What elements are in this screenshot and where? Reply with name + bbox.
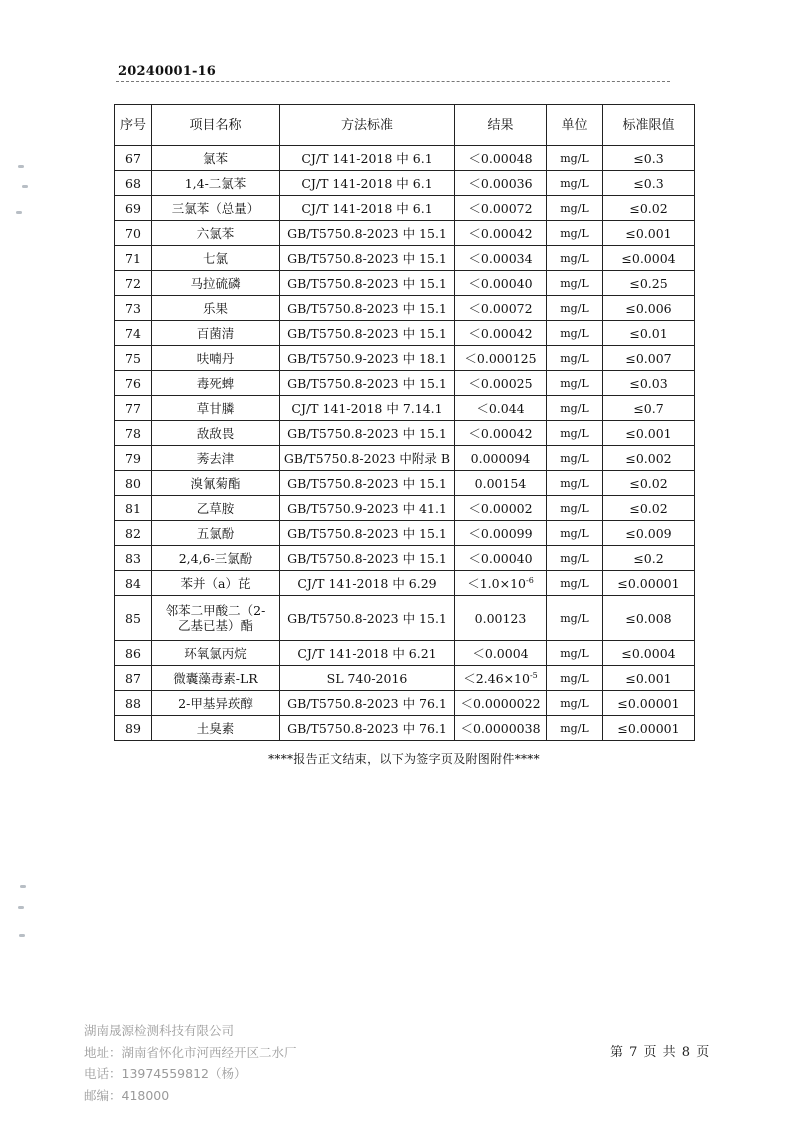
cell-unit: mg/L bbox=[547, 716, 603, 741]
cell-seq: 81 bbox=[115, 496, 152, 521]
cell-method: GB/T5750.9-2023 中 18.1 bbox=[280, 346, 455, 371]
header-result: 结果 bbox=[455, 105, 547, 146]
footer-company: 湖南晟源检测科技有限公司 bbox=[84, 1023, 235, 1038]
cell-method: GB/T5750.8-2023 中 76.1 bbox=[280, 716, 455, 741]
cell-limit: ≤0.02 bbox=[603, 196, 695, 221]
cell-method: CJ/T 141-2018 中 7.14.1 bbox=[280, 396, 455, 421]
result-mantissa: ＜1.0×10 bbox=[467, 575, 526, 591]
cell-result: ＜0.00036 bbox=[455, 171, 547, 196]
cell-unit: mg/L bbox=[547, 691, 603, 716]
cell-method: GB/T5750.8-2023 中 15.1 bbox=[280, 221, 455, 246]
cell-seq: 76 bbox=[115, 371, 152, 396]
table-row bbox=[115, 471, 695, 496]
cell-limit: ≤0.03 bbox=[603, 371, 695, 396]
cell-method: CJ/T 141-2018 中 6.1 bbox=[280, 146, 455, 171]
cell-result: ＜0.044 bbox=[455, 396, 547, 421]
cell-method: GB/T5750.8-2023 中 15.1 bbox=[280, 471, 455, 496]
cell-method: GB/T5750.8-2023 中 15.1 bbox=[280, 246, 455, 271]
scan-artifact bbox=[16, 211, 22, 214]
report-id: 20240001-16 bbox=[118, 64, 217, 79]
cell-method: CJ/T 141-2018 中 6.1 bbox=[280, 171, 455, 196]
cell-method: SL 740-2016 bbox=[280, 666, 455, 691]
table-row bbox=[115, 196, 695, 221]
cell-seq: 70 bbox=[115, 221, 152, 246]
scan-artifact bbox=[18, 165, 24, 168]
cell-limit: ≤0.00001 bbox=[603, 691, 695, 716]
cell-limit: ≤0.006 bbox=[603, 296, 695, 321]
header-seq: 序号 bbox=[115, 105, 152, 146]
cell-name: 呋喃丹 bbox=[152, 346, 280, 371]
table-row bbox=[115, 666, 695, 691]
cell-unit: mg/L bbox=[547, 421, 603, 446]
cell-limit: ≤0.00001 bbox=[603, 716, 695, 741]
cell-unit: mg/L bbox=[547, 666, 603, 691]
table-row bbox=[115, 371, 695, 396]
cell-seq: 67 bbox=[115, 146, 152, 171]
cell-limit: ≤0.3 bbox=[603, 146, 695, 171]
cell-seq: 71 bbox=[115, 246, 152, 271]
results-table bbox=[114, 104, 695, 741]
cell-seq: 69 bbox=[115, 196, 152, 221]
cell-limit: ≤0.007 bbox=[603, 346, 695, 371]
table-row bbox=[115, 171, 695, 196]
cell-seq: 72 bbox=[115, 271, 152, 296]
table-header-row bbox=[115, 105, 695, 146]
cell-name: 2,4,6-三氯酚 bbox=[152, 546, 280, 571]
cell-name: 2-甲基异莰醇 bbox=[152, 691, 280, 716]
cell-unit: mg/L bbox=[547, 471, 603, 496]
table-row bbox=[115, 596, 695, 641]
cell-limit: ≤0.3 bbox=[603, 171, 695, 196]
table-row bbox=[115, 346, 695, 371]
footer-postcode: 邮编：418000 bbox=[84, 1087, 170, 1103]
cell-result: ＜0.00099 bbox=[455, 521, 547, 546]
cell-seq: 78 bbox=[115, 421, 152, 446]
footer bbox=[84, 1020, 297, 1106]
cell-method: GB/T5750.8-2023 中 15.1 bbox=[280, 546, 455, 571]
cell-method: CJ/T 141-2018 中 6.29 bbox=[280, 571, 455, 596]
cell-seq: 73 bbox=[115, 296, 152, 321]
cell-seq: 82 bbox=[115, 521, 152, 546]
result-exponent: -6 bbox=[525, 575, 534, 585]
cell-seq: 75 bbox=[115, 346, 152, 371]
cell-result: 0.00154 bbox=[455, 471, 547, 496]
cell-unit: mg/L bbox=[547, 396, 603, 421]
table-row bbox=[115, 446, 695, 471]
cell-limit: ≤0.0004 bbox=[603, 246, 695, 271]
cell-unit: mg/L bbox=[547, 271, 603, 296]
table-row bbox=[115, 546, 695, 571]
cell-seq: 85 bbox=[115, 596, 152, 641]
footer-address: 地址：湖南省怀化市河西经开区二水厂 bbox=[84, 1044, 297, 1060]
cell-name: 敌敌畏 bbox=[152, 421, 280, 446]
cell-method: CJ/T 141-2018 中 6.21 bbox=[280, 641, 455, 666]
header-divider bbox=[116, 81, 670, 82]
cell-limit: ≤0.009 bbox=[603, 521, 695, 546]
result-mantissa: ＜2.46×10 bbox=[463, 670, 530, 686]
table-row bbox=[115, 496, 695, 521]
cell-seq: 68 bbox=[115, 171, 152, 196]
cell-limit: ≤0.001 bbox=[603, 666, 695, 691]
cell-method: GB/T5750.8-2023 中附录 B bbox=[280, 446, 455, 471]
cell-limit: ≤0.002 bbox=[603, 446, 695, 471]
cell-seq: 84 bbox=[115, 571, 152, 596]
cell-limit: ≤0.01 bbox=[603, 321, 695, 346]
cell-name: 苯并（a）芘 bbox=[152, 571, 280, 596]
cell-seq: 83 bbox=[115, 546, 152, 571]
table-row bbox=[115, 691, 695, 716]
cell-result: ＜0.0004 bbox=[455, 641, 547, 666]
result-exponent: -5 bbox=[529, 670, 538, 680]
cell-name bbox=[152, 596, 280, 641]
cell-method: CJ/T 141-2018 中 6.1 bbox=[280, 196, 455, 221]
header-limit: 标准限值 bbox=[603, 105, 695, 146]
cell-unit: mg/L bbox=[547, 641, 603, 666]
cell-unit: mg/L bbox=[547, 371, 603, 396]
cell-limit: ≤0.25 bbox=[603, 271, 695, 296]
cell-result: ＜0.00042 bbox=[455, 221, 547, 246]
header-unit: 单位 bbox=[547, 105, 603, 146]
cell-seq: 80 bbox=[115, 471, 152, 496]
cell-limit: ≤0.008 bbox=[603, 596, 695, 641]
cell-unit: mg/L bbox=[547, 296, 603, 321]
cell-unit: mg/L bbox=[547, 346, 603, 371]
table-row bbox=[115, 271, 695, 296]
cell-unit: mg/L bbox=[547, 146, 603, 171]
page-number: 第 7 页 共 8 页 bbox=[610, 1045, 711, 1060]
cell-limit: ≤0.001 bbox=[603, 221, 695, 246]
cell-name: 微囊藻毒素-LR bbox=[152, 666, 280, 691]
table-row bbox=[115, 421, 695, 446]
cell-name: 莠去津 bbox=[152, 446, 280, 471]
scan-artifact bbox=[19, 934, 25, 937]
table-row bbox=[115, 321, 695, 346]
cell-result: ＜0.000125 bbox=[455, 346, 547, 371]
cell-name: 七氯 bbox=[152, 246, 280, 271]
cell-limit: ≤0.7 bbox=[603, 396, 695, 421]
table-row bbox=[115, 246, 695, 271]
cell-method: GB/T5750.8-2023 中 15.1 bbox=[280, 521, 455, 546]
table-row bbox=[115, 296, 695, 321]
cell-name: 毒死蜱 bbox=[152, 371, 280, 396]
cell-unit: mg/L bbox=[547, 496, 603, 521]
table-row bbox=[115, 221, 695, 246]
cell-method: GB/T5750.8-2023 中 15.1 bbox=[280, 321, 455, 346]
cell-name: 氯苯 bbox=[152, 146, 280, 171]
cell-name: 环氧氯丙烷 bbox=[152, 641, 280, 666]
cell-name: 六氯苯 bbox=[152, 221, 280, 246]
scan-artifact bbox=[18, 906, 24, 909]
end-note: ****报告正文结束，以下为签字页及附图附件**** bbox=[268, 752, 540, 766]
cell-name: 溴氰菊酯 bbox=[152, 471, 280, 496]
cell-unit: mg/L bbox=[547, 521, 603, 546]
cell-result: ＜0.00025 bbox=[455, 371, 547, 396]
scan-artifact bbox=[20, 885, 26, 888]
cell-limit: ≤0.2 bbox=[603, 546, 695, 571]
cell-method: GB/T5750.8-2023 中 15.1 bbox=[280, 596, 455, 641]
cell-name: 马拉硫磷 bbox=[152, 271, 280, 296]
scan-artifact bbox=[22, 185, 28, 188]
cell-seq: 87 bbox=[115, 666, 152, 691]
cell-method: GB/T5750.8-2023 中 15.1 bbox=[280, 296, 455, 321]
cell-limit: ≤0.001 bbox=[603, 421, 695, 446]
cell-name: 百菌清 bbox=[152, 321, 280, 346]
cell-seq: 74 bbox=[115, 321, 152, 346]
header-method: 方法标准 bbox=[280, 105, 455, 146]
cell-unit: mg/L bbox=[547, 446, 603, 471]
cell-method: GB/T5750.8-2023 中 76.1 bbox=[280, 691, 455, 716]
cell-result: ＜0.00048 bbox=[455, 146, 547, 171]
cell-unit: mg/L bbox=[547, 321, 603, 346]
cell-result: ＜0.00042 bbox=[455, 321, 547, 346]
footer-phone: 电话：13974559812（杨） bbox=[84, 1066, 247, 1081]
cell-limit: ≤0.02 bbox=[603, 496, 695, 521]
cell-seq: 79 bbox=[115, 446, 152, 471]
cell-name-line: 邻苯二甲酸二（2- bbox=[165, 603, 266, 618]
cell-method: GB/T5750.8-2023 中 15.1 bbox=[280, 271, 455, 296]
table-row bbox=[115, 716, 695, 741]
cell-result: ＜0.0000022 bbox=[455, 691, 547, 716]
cell-result: ＜0.00042 bbox=[455, 421, 547, 446]
cell-seq: 88 bbox=[115, 691, 152, 716]
cell-result: ＜0.00040 bbox=[455, 546, 547, 571]
cell-limit: ≤0.0004 bbox=[603, 641, 695, 666]
cell-name-line: 乙基已基）酯 bbox=[177, 618, 253, 633]
cell-result: ＜0.00040 bbox=[455, 271, 547, 296]
cell-name: 五氯酚 bbox=[152, 521, 280, 546]
cell-name: 草甘膦 bbox=[152, 396, 280, 421]
cell-unit: mg/L bbox=[547, 596, 603, 641]
cell-result: ＜0.00072 bbox=[455, 296, 547, 321]
cell-result: ＜0.00002 bbox=[455, 496, 547, 521]
cell-limit: ≤0.00001 bbox=[603, 571, 695, 596]
table-row bbox=[115, 571, 695, 596]
cell-method: GB/T5750.8-2023 中 15.1 bbox=[280, 421, 455, 446]
cell-name: 乐果 bbox=[152, 296, 280, 321]
cell-method: GB/T5750.8-2023 中 15.1 bbox=[280, 371, 455, 396]
cell-result: ＜0.00072 bbox=[455, 196, 547, 221]
header-name: 项目名称 bbox=[152, 105, 280, 146]
cell-result: 0.000094 bbox=[455, 446, 547, 471]
table-row bbox=[115, 641, 695, 666]
cell-seq: 86 bbox=[115, 641, 152, 666]
cell-name: 乙草胺 bbox=[152, 496, 280, 521]
cell-result bbox=[455, 666, 547, 691]
cell-unit: mg/L bbox=[547, 571, 603, 596]
table-row bbox=[115, 521, 695, 546]
cell-limit: ≤0.02 bbox=[603, 471, 695, 496]
cell-seq: 89 bbox=[115, 716, 152, 741]
cell-result: ＜0.0000038 bbox=[455, 716, 547, 741]
cell-unit: mg/L bbox=[547, 171, 603, 196]
cell-result bbox=[455, 571, 547, 596]
table-row bbox=[115, 146, 695, 171]
cell-name: 1,4-二氯苯 bbox=[152, 171, 280, 196]
cell-name: 土臭素 bbox=[152, 716, 280, 741]
cell-name: 三氯苯（总量） bbox=[152, 196, 280, 221]
cell-unit: mg/L bbox=[547, 196, 603, 221]
cell-unit: mg/L bbox=[547, 246, 603, 271]
cell-unit: mg/L bbox=[547, 546, 603, 571]
cell-unit: mg/L bbox=[547, 221, 603, 246]
cell-result: ＜0.00034 bbox=[455, 246, 547, 271]
table-row bbox=[115, 396, 695, 421]
cell-result: 0.00123 bbox=[455, 596, 547, 641]
cell-seq: 77 bbox=[115, 396, 152, 421]
cell-method: GB/T5750.9-2023 中 41.1 bbox=[280, 496, 455, 521]
